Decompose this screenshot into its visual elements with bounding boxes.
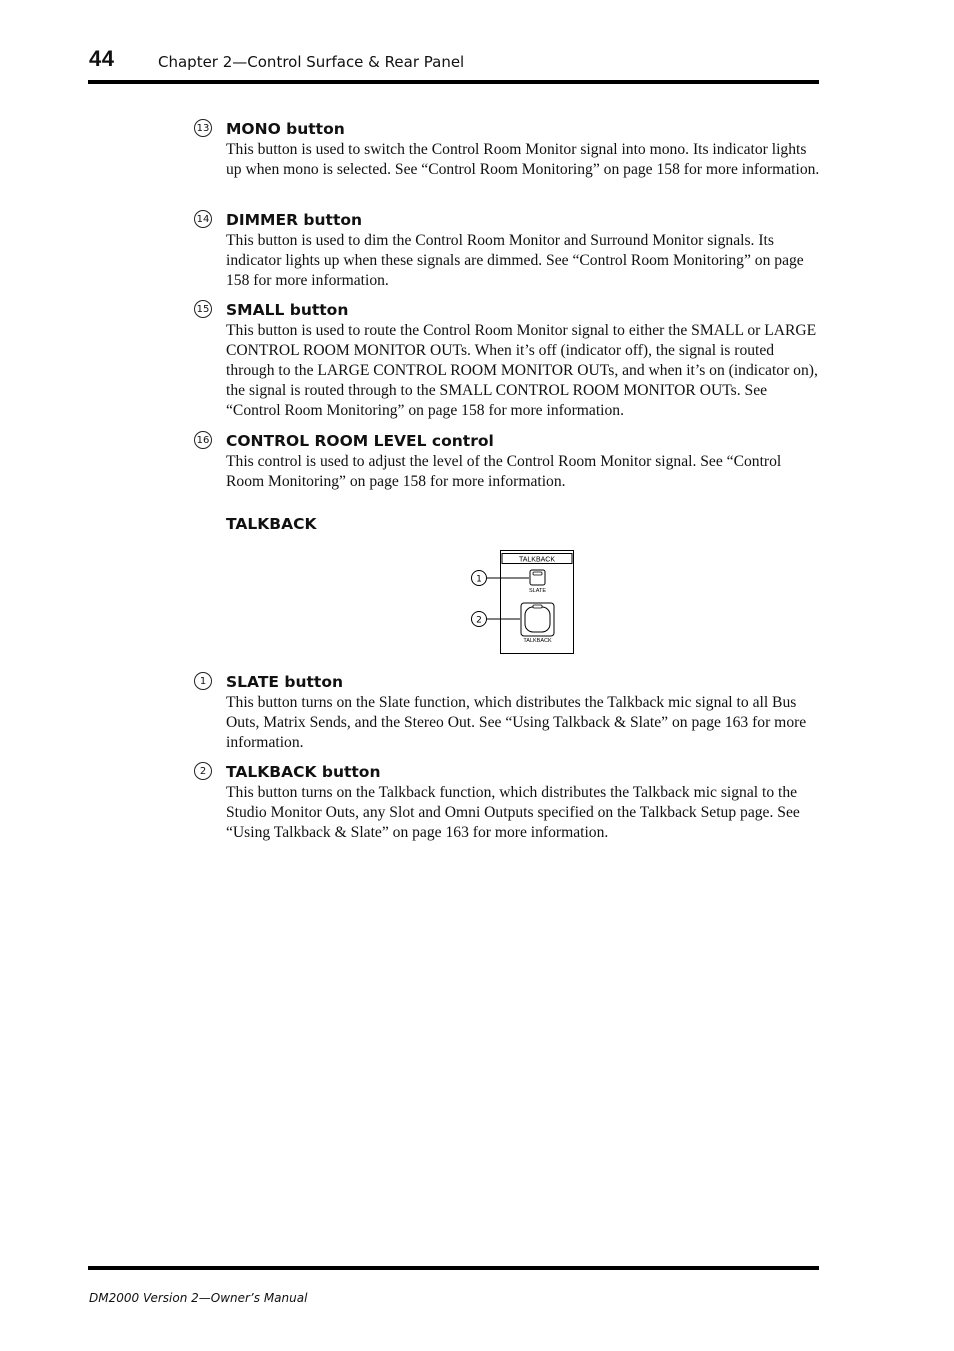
item-number: 13 [194, 119, 212, 137]
item-title: CONTROL ROOM LEVEL control [226, 432, 494, 450]
footer-text: DM2000 Version 2—Owner’s Manual [89, 1291, 308, 1305]
item-title: TALKBACK button [226, 763, 381, 781]
slate-label: SLATE [528, 588, 547, 594]
talkback-panel-figure [463, 546, 583, 658]
item-description: This button is used to route the Control Room Monitor signal to either the SMALL or LARGE CONTROL ROOM MONITOR OUTs. When it’s off (indicator off), the signal is routed through to the LARGE CONTROL ROOM MONITOR OUTs, and when it’s on (indicator on), the signal is routed through to the SMALL CONTROL ROOM MONITOR OUTs. See “Control Room Monitoring” on page 158 for more information. [226, 322, 818, 419]
footer-rule [88, 1266, 819, 1270]
item-small-button [194, 300, 822, 421]
slate-indicator [533, 572, 542, 575]
talkback-indicator [533, 605, 542, 608]
panel-label: TALKBACK [518, 556, 556, 564]
item-title: SMALL button [226, 301, 349, 319]
item-mono-button [194, 119, 822, 180]
section-title-talkback: TALKBACK [226, 515, 317, 533]
item-description: This button is used to dim the Control Room Monitor and Surround Monitor signals. Its indicator lights up when these signals are dimmed. See “Control Room Monitoring” on page 158 for more information. [226, 232, 804, 289]
item-description: This button turns on the Slate function, which distributes the Talkback mic signal to all Bus Outs, Matrix Sends, and the Stereo Out. See “Using Talkback & Slate” on page 163 for more information. [226, 694, 807, 751]
item-dimmer-button [194, 210, 822, 291]
item-description: This button is used to switch the Control Room Monitor signal into mono. Its indicator lights up when mono is selected. See “Control Room Monitoring” on page 158 for more information. [226, 141, 820, 178]
callout-number-1: 1 [476, 574, 482, 585]
item-title: SLATE button [226, 673, 344, 691]
item-talkback-button [194, 762, 822, 843]
item-title: DIMMER button [226, 211, 363, 229]
chapter-title: Chapter 2—Control Surface & Rear Panel [158, 53, 465, 71]
item-number: 15 [194, 300, 212, 318]
item-description: This control is used to adjust the level of the Control Room Monitor signal. See “Control Room Monitoring” on page 158 for more information. [226, 453, 782, 490]
header-rule [88, 80, 819, 84]
item-number: 16 [194, 431, 212, 449]
page-number: 44 [89, 46, 115, 71]
item-control-room-level [194, 431, 822, 492]
callout-number-2: 2 [476, 615, 482, 626]
item-number: 14 [194, 210, 212, 228]
item-number: 2 [194, 762, 212, 780]
talkback-label: TALKBACK [523, 638, 552, 644]
item-title: MONO button [226, 120, 345, 138]
item-description: This button turns on the Talkback function, which distributes the Talkback mic signal to the Studio Monitor Outs, any Slot and Omni Outputs specified on the Talkback Setup page. See “Using Talkback & Slate” on page 163 for more information. [226, 784, 800, 841]
item-number: 1 [194, 672, 212, 690]
talkback-button-inner [525, 607, 550, 632]
item-slate-button [194, 672, 822, 753]
